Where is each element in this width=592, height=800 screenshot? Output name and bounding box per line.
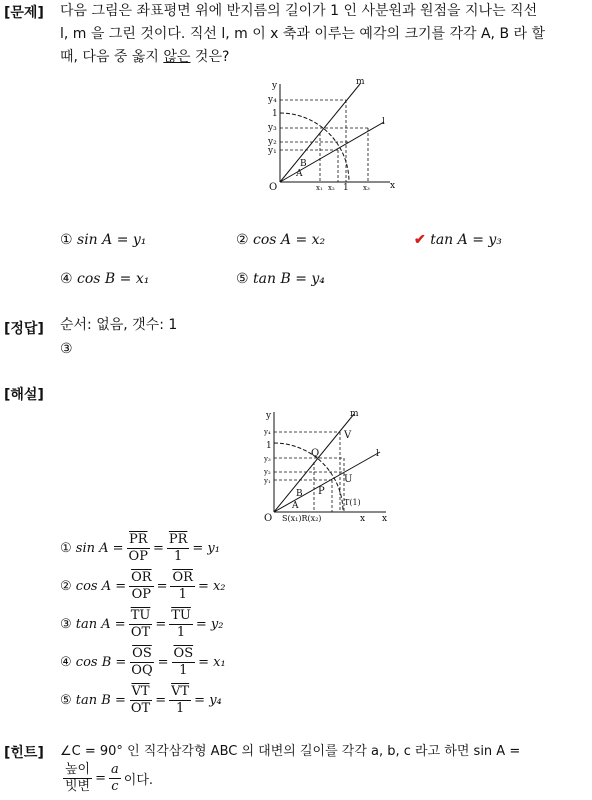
frac-num: $\overline{PR}$	[128, 532, 148, 547]
hint-frac1-num: 높이	[65, 762, 91, 777]
problem-text-line3	[60, 46, 229, 69]
hint-eq: =	[95, 771, 107, 786]
frac-num: $\overline{VT}$	[131, 684, 150, 699]
explanation-line-2-num: ②	[60, 579, 72, 594]
explanation-line-2-lhs: cos A =	[75, 579, 127, 594]
fig2-y3: y₃	[264, 455, 271, 463]
fig2-x-label: x	[382, 514, 388, 524]
fig2-one-y: 1	[266, 441, 272, 451]
answer-meta: 순서: 없음, 갯수: 1	[60, 317, 178, 333]
option-1-expr: sin A = y₁	[77, 232, 147, 248]
fig2-l-label: l	[376, 449, 379, 459]
fig1-A: A	[296, 169, 303, 179]
explanation-line-5-rhs: = y₄	[194, 693, 222, 708]
explanation-line-1-rhs: = y₁	[192, 541, 220, 556]
fig2-V: V	[344, 430, 352, 441]
explanation-line-4-rhs: = x₁	[198, 655, 226, 670]
fig1-x-label: x	[390, 181, 396, 191]
explanation-line-5-num: ⑤	[60, 693, 72, 708]
fig1-y3: y₃	[268, 123, 277, 133]
problem-text-line3a: 때, 다음 중 옳지	[60, 49, 164, 65]
option-2-number: ②	[236, 232, 249, 248]
problem-text-line1: 다음 그림은 좌표평면 위에 반지름의 길이가 1 인 사분원과 원점을 지나는 직선	[60, 3, 538, 19]
fig2-y4: y₄	[264, 428, 271, 436]
hint-tag: [힌트]	[4, 745, 44, 761]
hint-tail: 이다.	[123, 773, 154, 788]
explanation-line-3-rhs: = y₂	[195, 617, 224, 632]
explanation-line-3: ③ tan A = $\frac{\overline{TU}}{OT}$ = $\frac{\overline{TU}}{1}$ = y₂	[60, 608, 224, 640]
explanation-line-1-num: ①	[60, 541, 72, 556]
option-5-expr: tan B = y₄	[253, 271, 325, 287]
fig1-x3: x₃	[363, 184, 370, 192]
fig2-y2: y₂	[264, 468, 271, 476]
fig1-B: B	[300, 159, 307, 169]
hint-frac2-den: c	[111, 779, 119, 794]
fig1-y1: y₁	[268, 146, 277, 156]
fig1-origin: O	[269, 182, 278, 193]
fig2-U: U	[344, 474, 353, 485]
option-4-number: ④	[60, 271, 73, 287]
fig1-l-label: l	[382, 117, 385, 127]
fig2-T: T(1)	[344, 498, 361, 507]
option-5-number: ⑤	[236, 271, 249, 287]
frac-den: 1	[179, 663, 188, 678]
option-2-expr: cos A = x₂	[253, 232, 326, 248]
frac-den: OT	[130, 625, 151, 640]
fig1-m-label: m	[356, 78, 365, 87]
frac-den: OQ	[131, 663, 153, 678]
explanation-line-2-rhs: = x₂	[197, 579, 226, 594]
problem-text-underlined: 않은	[163, 49, 191, 65]
fig2-y1: y₁	[264, 477, 271, 485]
frac-num: $\overline{OR}$	[131, 570, 152, 585]
fig1-one-x: 1	[343, 183, 349, 193]
frac-den: 1	[176, 625, 186, 640]
option-1[interactable]	[60, 232, 146, 248]
frac-den: OT	[130, 701, 151, 716]
option-4-expr: cos B = x₁	[77, 271, 150, 287]
fig2-Q: Q	[311, 448, 320, 459]
frac-num: $\overline{OS}$	[173, 646, 194, 661]
hint-line2	[60, 762, 153, 795]
hint-line1: ∠C = 90° 인 직각삼각형 ABC 의 대변의 길이를 각각 a, b, c 라고 하면 sin A =	[60, 744, 521, 759]
fig2-P: P	[318, 486, 325, 497]
fig2-B: B	[296, 489, 303, 499]
explanation-tag: [해설]	[4, 387, 44, 403]
fig2-A: A	[292, 501, 299, 511]
frac-num: $\overline{VT}$	[171, 684, 190, 699]
frac-num: $\overline{TU}$	[130, 608, 151, 623]
frac-den: 1	[178, 587, 187, 602]
answer-value: ③	[60, 341, 73, 357]
option-3[interactable]	[414, 232, 502, 248]
hint-frac1-den: 빗변	[65, 779, 91, 794]
explanation-line-3-num: ③	[60, 617, 72, 632]
explanation-line-4: ④ cos B = $\frac{\overline{OS}}{OQ}$ = $\frac{\overline{OS}}{1}$ = x₁	[60, 646, 226, 678]
frac-den: OP	[128, 549, 148, 564]
frac-num: $\overline{PR}$	[168, 532, 188, 547]
frac-den: 1	[173, 549, 183, 564]
answer-tag: [정답]	[4, 321, 44, 337]
explanation-line-5-lhs: tan B =	[75, 693, 126, 708]
frac-den: 1	[176, 701, 185, 716]
fig2-SR: S(x₁)R(x₂)	[282, 514, 322, 523]
fig2-m-label: m	[350, 409, 359, 419]
fig1-y2: y₂	[268, 137, 277, 147]
frac-num: $\overline{OR}$	[172, 570, 193, 585]
option-5[interactable]	[236, 271, 325, 287]
problem-tag: [문제]	[4, 5, 44, 21]
frac-num: $\overline{OS}$	[132, 646, 152, 661]
explanation-line-3-lhs: tan A =	[75, 617, 126, 632]
check-mark-icon: ✔	[414, 232, 426, 248]
fig1-y-label: y	[272, 81, 278, 91]
explanation-line-4-num: ④	[60, 655, 72, 670]
explanation-line-1-lhs: sin A =	[75, 541, 124, 556]
fig1-x2: x₂	[328, 184, 335, 192]
option-4[interactable]	[60, 271, 149, 287]
fig1-one-y: 1	[272, 109, 278, 119]
explanation-line-4-lhs: cos B =	[75, 655, 127, 670]
option-1-number: ①	[60, 232, 73, 248]
option-2[interactable]	[236, 232, 325, 248]
fig1-y4: y₄	[268, 95, 277, 105]
fig2-origin: O	[264, 513, 273, 524]
hint-frac2-num: a	[111, 762, 119, 777]
problem-text-line3c: 것은?	[190, 49, 230, 65]
figure-quarter-circle	[250, 78, 400, 196]
quarter-circle	[280, 113, 349, 182]
explanation-line-1: ① sin A = $\frac{\overline{PR}}{OP}$ = $\frac{\overline{PR}}{1}$ = y₁	[60, 532, 220, 564]
frac-den: OP	[131, 587, 152, 602]
fig2-x-mid: x	[360, 514, 366, 524]
fig1-x1: x₁	[316, 184, 323, 192]
frac-num: $\overline{TU}$	[171, 608, 191, 623]
explanation-line-5: ⑤ tan B = $\frac{\overline{VT}}{OT}$ = $\frac{\overline{VT}}{1}$ = y₄	[60, 684, 222, 716]
problem-text-line2: l, m 을 그린 것이다. 직선 l, m 이 x 축과 이루는 예각의 크기를 각각 A, B 라 할	[60, 26, 546, 42]
figure-explanation	[256, 408, 396, 526]
explanation-line-2: ② cos A = $\frac{\overline{OR}}{OP}$ = $\frac{\overline{OR}}{1}$ = x₂	[60, 570, 226, 602]
option-3-expr: tan A = y₃	[430, 232, 502, 248]
fig2-y-label: y	[266, 411, 272, 421]
